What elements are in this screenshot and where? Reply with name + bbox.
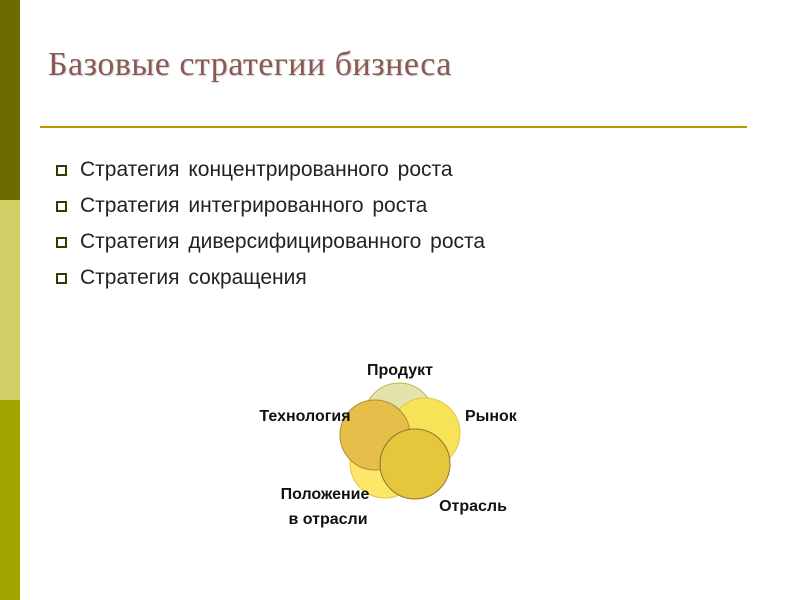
bullet-text: Стратегия интегрированного роста	[80, 194, 428, 217]
slide-title: Базовые стратегии бизнеса	[48, 46, 452, 83]
label-technology: Технология	[259, 408, 351, 425]
label-industry: Отрасль	[439, 498, 507, 515]
bullet-text: Стратегия диверсифицированного роста	[80, 230, 486, 253]
circle-industry	[380, 429, 450, 499]
bullet-text: Стратегия концентрированного роста	[80, 158, 453, 181]
label-position-line2: в отрасли	[288, 511, 368, 528]
label-market: Рынок	[465, 408, 517, 425]
bullet-text: Стратегия сокращения	[80, 266, 307, 289]
label-product: Продукт	[367, 362, 433, 379]
label-position-line1: Положение	[280, 486, 370, 503]
